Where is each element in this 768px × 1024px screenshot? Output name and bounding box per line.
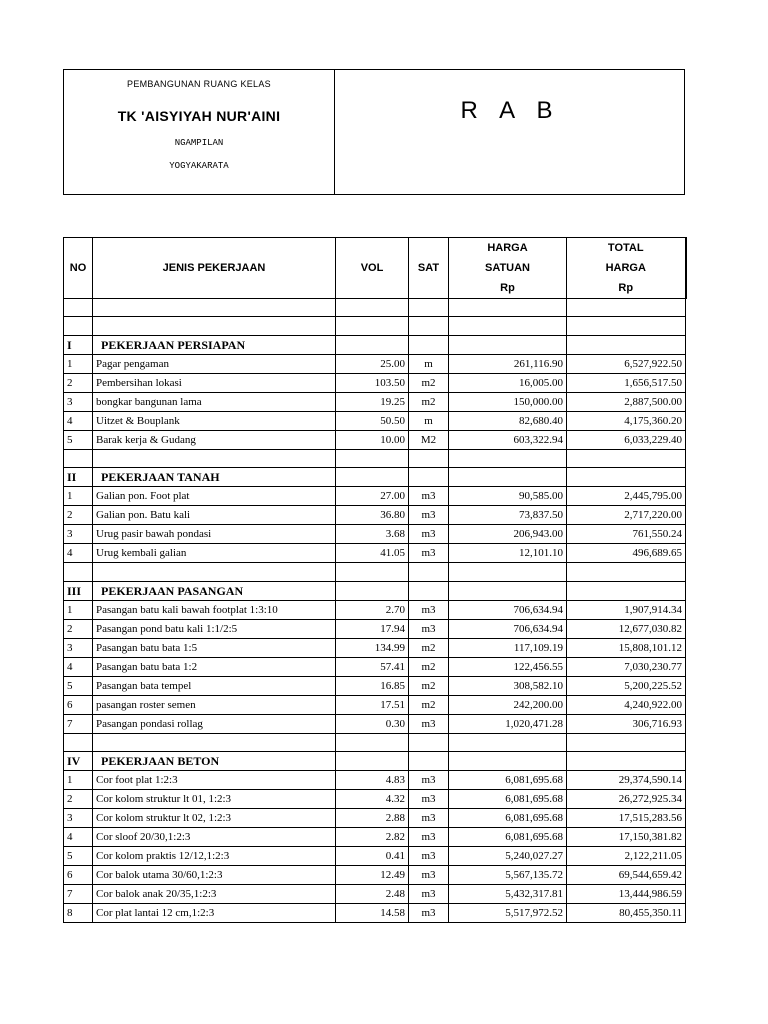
item-total-price: 69,544,659.42 bbox=[567, 865, 686, 884]
item-volume: 17.94 bbox=[336, 619, 409, 638]
empty-cell bbox=[93, 449, 336, 467]
item-volume: 3.68 bbox=[336, 525, 409, 544]
empty-cell bbox=[336, 317, 409, 335]
document-header bbox=[63, 69, 685, 195]
empty-cell bbox=[449, 468, 567, 487]
item-unit: m3 bbox=[409, 903, 449, 922]
empty-cell bbox=[449, 449, 567, 467]
table-row bbox=[64, 600, 686, 619]
empty-cell bbox=[567, 733, 686, 751]
table-row bbox=[64, 506, 686, 525]
empty-cell bbox=[409, 751, 449, 770]
item-total-price: 761,550.24 bbox=[567, 525, 686, 544]
empty-cell bbox=[409, 317, 449, 335]
table-header-row bbox=[64, 238, 686, 299]
item-unit: m2 bbox=[409, 676, 449, 695]
item-unit-price: 1,020,471.28 bbox=[449, 714, 567, 733]
item-name: Cor balok utama 30/60,1:2:3 bbox=[93, 865, 336, 884]
item-total-price: 17,150,381.82 bbox=[567, 827, 686, 846]
item-number: 2 bbox=[64, 619, 93, 638]
item-total-price: 15,808,101.12 bbox=[567, 638, 686, 657]
item-unit: m2 bbox=[409, 373, 449, 392]
empty-cell bbox=[567, 317, 686, 335]
item-name: pasangan roster semen bbox=[93, 695, 336, 714]
item-volume: 4.83 bbox=[336, 770, 409, 789]
total-header-line: HARGA bbox=[605, 262, 646, 274]
item-number: 7 bbox=[64, 884, 93, 903]
item-number: 4 bbox=[64, 657, 93, 676]
item-name: Uitzet & Bouplank bbox=[93, 411, 336, 430]
table-row bbox=[64, 695, 686, 714]
item-unit-price: 206,943.00 bbox=[449, 525, 567, 544]
section-number: IV bbox=[64, 751, 93, 770]
item-number: 6 bbox=[64, 865, 93, 884]
blank-row bbox=[64, 299, 686, 317]
item-number: 1 bbox=[64, 600, 93, 619]
empty-cell bbox=[567, 563, 686, 581]
item-number: 3 bbox=[64, 392, 93, 411]
item-unit: M2 bbox=[409, 430, 449, 449]
item-unit: m3 bbox=[409, 865, 449, 884]
rab-table bbox=[63, 237, 687, 923]
item-unit-price: 242,200.00 bbox=[449, 695, 567, 714]
empty-cell bbox=[64, 449, 93, 467]
blank-row bbox=[64, 733, 686, 751]
item-number: 6 bbox=[64, 695, 93, 714]
table-row bbox=[64, 487, 686, 506]
item-unit-price: 122,456.55 bbox=[449, 657, 567, 676]
section-row bbox=[64, 468, 686, 487]
item-volume: 2.82 bbox=[336, 827, 409, 846]
item-number: 1 bbox=[64, 354, 93, 373]
school-name: TK 'AISYIYAH NUR'AINI bbox=[117, 108, 281, 124]
empty-cell bbox=[336, 751, 409, 770]
section-title: PEKERJAAN PERSIAPAN bbox=[93, 335, 336, 354]
item-total-price: 4,240,922.00 bbox=[567, 695, 686, 714]
item-total-price: 496,689.65 bbox=[567, 544, 686, 563]
item-unit-price: 117,109.19 bbox=[449, 638, 567, 657]
section-row bbox=[64, 335, 686, 354]
item-unit: m3 bbox=[409, 846, 449, 865]
item-unit: m3 bbox=[409, 770, 449, 789]
item-unit-price: 5,240,027.27 bbox=[449, 846, 567, 865]
item-unit: m3 bbox=[409, 506, 449, 525]
item-volume: 19.25 bbox=[336, 392, 409, 411]
empty-cell bbox=[64, 317, 93, 335]
empty-cell bbox=[449, 733, 567, 751]
item-name: Urug pasir bawah pondasi bbox=[93, 525, 336, 544]
item-unit-price: 5,567,135.72 bbox=[449, 865, 567, 884]
blank-row bbox=[64, 317, 686, 335]
empty-cell bbox=[409, 563, 449, 581]
item-volume: 4.32 bbox=[336, 789, 409, 808]
price-header-line: HARGA bbox=[487, 242, 528, 254]
item-name: Pasangan bata tempel bbox=[93, 676, 336, 695]
item-volume: 10.00 bbox=[336, 430, 409, 449]
item-unit-price: 6,081,695.68 bbox=[449, 770, 567, 789]
item-unit-price: 73,837.50 bbox=[449, 506, 567, 525]
empty-cell bbox=[336, 299, 409, 317]
item-name: Cor balok anak 20/35,1:2:3 bbox=[93, 884, 336, 903]
item-unit: m2 bbox=[409, 695, 449, 714]
item-unit-price: 706,634.94 bbox=[449, 600, 567, 619]
item-total-price: 2,887,500.00 bbox=[567, 392, 686, 411]
column-header-vol: VOL bbox=[336, 238, 409, 299]
item-unit-price: 5,432,317.81 bbox=[449, 884, 567, 903]
table-row bbox=[64, 865, 686, 884]
table-row bbox=[64, 430, 686, 449]
empty-cell bbox=[567, 581, 686, 600]
item-unit: m2 bbox=[409, 392, 449, 411]
empty-cell bbox=[64, 299, 93, 317]
empty-cell bbox=[336, 335, 409, 354]
empty-cell bbox=[567, 449, 686, 467]
section-title: PEKERJAAN BETON bbox=[93, 751, 336, 770]
table-row bbox=[64, 411, 686, 430]
item-volume: 134.99 bbox=[336, 638, 409, 657]
item-total-price: 2,445,795.00 bbox=[567, 487, 686, 506]
item-volume: 25.00 bbox=[336, 354, 409, 373]
item-unit: m3 bbox=[409, 789, 449, 808]
project-label: PEMBANGUNAN RUANG KELAS bbox=[127, 79, 271, 89]
total-header-line: TOTAL bbox=[607, 242, 644, 254]
item-name: Pasangan batu kali bawah footplat 1:3:10 bbox=[93, 600, 336, 619]
item-number: 3 bbox=[64, 638, 93, 657]
item-number: 5 bbox=[64, 676, 93, 695]
price-header-line: Rp bbox=[500, 282, 515, 294]
item-unit: m3 bbox=[409, 525, 449, 544]
section-title: PEKERJAAN TANAH bbox=[93, 468, 336, 487]
item-total-price: 17,515,283.56 bbox=[567, 808, 686, 827]
item-name: Cor kolom struktur lt 02, 1:2:3 bbox=[93, 808, 336, 827]
item-unit-price: 16,005.00 bbox=[449, 373, 567, 392]
item-unit: m3 bbox=[409, 487, 449, 506]
item-unit: m3 bbox=[409, 544, 449, 563]
blank-row bbox=[64, 449, 686, 467]
empty-cell bbox=[93, 563, 336, 581]
table-row bbox=[64, 846, 686, 865]
item-name: Pagar pengaman bbox=[93, 354, 336, 373]
price-header-line: SATUAN bbox=[484, 262, 530, 274]
item-volume: 0.41 bbox=[336, 846, 409, 865]
blank-row bbox=[64, 563, 686, 581]
project-info bbox=[64, 70, 335, 194]
item-unit-price: 5,517,972.52 bbox=[449, 903, 567, 922]
item-volume: 103.50 bbox=[336, 373, 409, 392]
item-total-price: 1,656,517.50 bbox=[567, 373, 686, 392]
item-name: Cor plat lantai 12 cm,1:2:3 bbox=[93, 903, 336, 922]
item-total-price: 26,272,925.34 bbox=[567, 789, 686, 808]
column-header-job: JENIS PEKERJAAN bbox=[93, 238, 336, 299]
item-name: Cor foot plat 1:2:3 bbox=[93, 770, 336, 789]
item-name: Galian pon. Foot plat bbox=[93, 487, 336, 506]
total-header-line: Rp bbox=[618, 282, 634, 294]
section-number: III bbox=[64, 581, 93, 600]
item-unit: m3 bbox=[409, 600, 449, 619]
item-volume: 0.30 bbox=[336, 714, 409, 733]
item-total-price: 4,175,360.20 bbox=[567, 411, 686, 430]
column-header-no: NO bbox=[64, 238, 93, 299]
item-total-price: 2,717,220.00 bbox=[567, 506, 686, 525]
item-total-price: 1,907,914.34 bbox=[567, 600, 686, 619]
item-unit-price: 6,081,695.68 bbox=[449, 827, 567, 846]
empty-cell bbox=[449, 317, 567, 335]
section-title: PEKERJAAN PASANGAN bbox=[93, 581, 336, 600]
table-row bbox=[64, 619, 686, 638]
table-row bbox=[64, 676, 686, 695]
item-name: Pasangan pondasi rollag bbox=[93, 714, 336, 733]
item-volume: 17.51 bbox=[336, 695, 409, 714]
empty-cell bbox=[64, 733, 93, 751]
section-number: I bbox=[64, 335, 93, 354]
item-number: 4 bbox=[64, 544, 93, 563]
item-number: 1 bbox=[64, 487, 93, 506]
item-volume: 14.58 bbox=[336, 903, 409, 922]
table-row bbox=[64, 544, 686, 563]
document-title: R A B bbox=[460, 97, 561, 124]
item-unit: m2 bbox=[409, 657, 449, 676]
empty-cell bbox=[567, 299, 686, 317]
table-row bbox=[64, 789, 686, 808]
column-header-total bbox=[567, 238, 686, 299]
item-name: Galian pon. Batu kali bbox=[93, 506, 336, 525]
item-total-price: 80,455,350.11 bbox=[567, 903, 686, 922]
item-volume: 2.88 bbox=[336, 808, 409, 827]
item-total-price: 6,527,922.50 bbox=[567, 354, 686, 373]
item-name: Pasangan batu bata 1:2 bbox=[93, 657, 336, 676]
empty-cell bbox=[409, 299, 449, 317]
item-number: 4 bbox=[64, 411, 93, 430]
item-volume: 12.49 bbox=[336, 865, 409, 884]
item-total-price: 29,374,590.14 bbox=[567, 770, 686, 789]
district-name: NGAMPILAN bbox=[174, 138, 224, 148]
empty-cell bbox=[64, 563, 93, 581]
table-row bbox=[64, 638, 686, 657]
item-unit: m3 bbox=[409, 827, 449, 846]
item-unit: m bbox=[409, 411, 449, 430]
item-unit-price: 82,680.40 bbox=[449, 411, 567, 430]
item-volume: 16.85 bbox=[336, 676, 409, 695]
item-name: Pasangan batu bata 1:5 bbox=[93, 638, 336, 657]
item-name: Cor kolom struktur lt 01, 1:2:3 bbox=[93, 789, 336, 808]
item-volume: 27.00 bbox=[336, 487, 409, 506]
empty-cell bbox=[409, 335, 449, 354]
empty-cell bbox=[336, 563, 409, 581]
empty-cell bbox=[409, 468, 449, 487]
item-number: 3 bbox=[64, 808, 93, 827]
empty-cell bbox=[409, 449, 449, 467]
item-unit: m bbox=[409, 354, 449, 373]
item-total-price: 13,444,986.59 bbox=[567, 884, 686, 903]
empty-cell bbox=[449, 581, 567, 600]
item-unit: m3 bbox=[409, 714, 449, 733]
column-header-price bbox=[449, 238, 567, 299]
item-unit-price: 12,101.10 bbox=[449, 544, 567, 563]
section-row bbox=[64, 751, 686, 770]
table-row bbox=[64, 714, 686, 733]
item-number: 4 bbox=[64, 827, 93, 846]
item-total-price: 12,677,030.82 bbox=[567, 619, 686, 638]
item-volume: 57.41 bbox=[336, 657, 409, 676]
empty-cell bbox=[93, 733, 336, 751]
empty-cell bbox=[336, 581, 409, 600]
table-row bbox=[64, 827, 686, 846]
item-volume: 41.05 bbox=[336, 544, 409, 563]
empty-cell bbox=[449, 335, 567, 354]
section-row bbox=[64, 581, 686, 600]
empty-cell bbox=[409, 581, 449, 600]
item-name: Cor kolom praktis 12/12,1:2:3 bbox=[93, 846, 336, 865]
item-total-price: 7,030,230.77 bbox=[567, 657, 686, 676]
empty-cell bbox=[336, 468, 409, 487]
item-unit: m3 bbox=[409, 619, 449, 638]
empty-cell bbox=[93, 317, 336, 335]
table-row bbox=[64, 525, 686, 544]
city-name: YOGYAKARATA bbox=[169, 161, 229, 171]
empty-cell bbox=[409, 733, 449, 751]
empty-cell bbox=[567, 468, 686, 487]
item-unit-price: 90,585.00 bbox=[449, 487, 567, 506]
item-number: 5 bbox=[64, 846, 93, 865]
table-row bbox=[64, 808, 686, 827]
item-number: 2 bbox=[64, 789, 93, 808]
item-number: 3 bbox=[64, 525, 93, 544]
item-number: 8 bbox=[64, 903, 93, 922]
empty-cell bbox=[336, 449, 409, 467]
table-row bbox=[64, 770, 686, 789]
table-row bbox=[64, 354, 686, 373]
item-unit-price: 308,582.10 bbox=[449, 676, 567, 695]
item-unit-price: 150,000.00 bbox=[449, 392, 567, 411]
item-name: Cor sloof 20/30,1:2:3 bbox=[93, 827, 336, 846]
table-row bbox=[64, 903, 686, 922]
item-total-price: 6,033,229.40 bbox=[567, 430, 686, 449]
empty-cell bbox=[449, 563, 567, 581]
item-number: 1 bbox=[64, 770, 93, 789]
item-number: 2 bbox=[64, 373, 93, 392]
column-header-sat: SAT bbox=[409, 238, 449, 299]
empty-cell bbox=[449, 299, 567, 317]
item-total-price: 2,122,211.05 bbox=[567, 846, 686, 865]
empty-cell bbox=[567, 751, 686, 770]
item-number: 2 bbox=[64, 506, 93, 525]
table-row bbox=[64, 884, 686, 903]
item-name: bongkar bangunan lama bbox=[93, 392, 336, 411]
item-volume: 50.50 bbox=[336, 411, 409, 430]
table-row bbox=[64, 392, 686, 411]
item-name: Urug kembali galian bbox=[93, 544, 336, 563]
table-row bbox=[64, 657, 686, 676]
item-unit-price: 261,116.90 bbox=[449, 354, 567, 373]
item-unit-price: 603,322.94 bbox=[449, 430, 567, 449]
empty-cell bbox=[93, 299, 336, 317]
item-volume: 2.70 bbox=[336, 600, 409, 619]
item-name: Barak kerja & Gudang bbox=[93, 430, 336, 449]
item-unit-price: 6,081,695.68 bbox=[449, 808, 567, 827]
item-name: Pasangan pond batu kali 1:1/2:5 bbox=[93, 619, 336, 638]
empty-cell bbox=[449, 751, 567, 770]
empty-cell bbox=[336, 733, 409, 751]
item-total-price: 306,716.93 bbox=[567, 714, 686, 733]
section-number: II bbox=[64, 468, 93, 487]
item-unit: m2 bbox=[409, 638, 449, 657]
item-volume: 36.80 bbox=[336, 506, 409, 525]
item-unit-price: 6,081,695.68 bbox=[449, 789, 567, 808]
item-volume: 2.48 bbox=[336, 884, 409, 903]
item-number: 5 bbox=[64, 430, 93, 449]
empty-cell bbox=[567, 335, 686, 354]
item-number: 7 bbox=[64, 714, 93, 733]
item-name: Pembersihan lokasi bbox=[93, 373, 336, 392]
item-unit-price: 706,634.94 bbox=[449, 619, 567, 638]
item-total-price: 5,200,225.52 bbox=[567, 676, 686, 695]
item-unit: m3 bbox=[409, 808, 449, 827]
table-row bbox=[64, 373, 686, 392]
item-unit: m3 bbox=[409, 884, 449, 903]
